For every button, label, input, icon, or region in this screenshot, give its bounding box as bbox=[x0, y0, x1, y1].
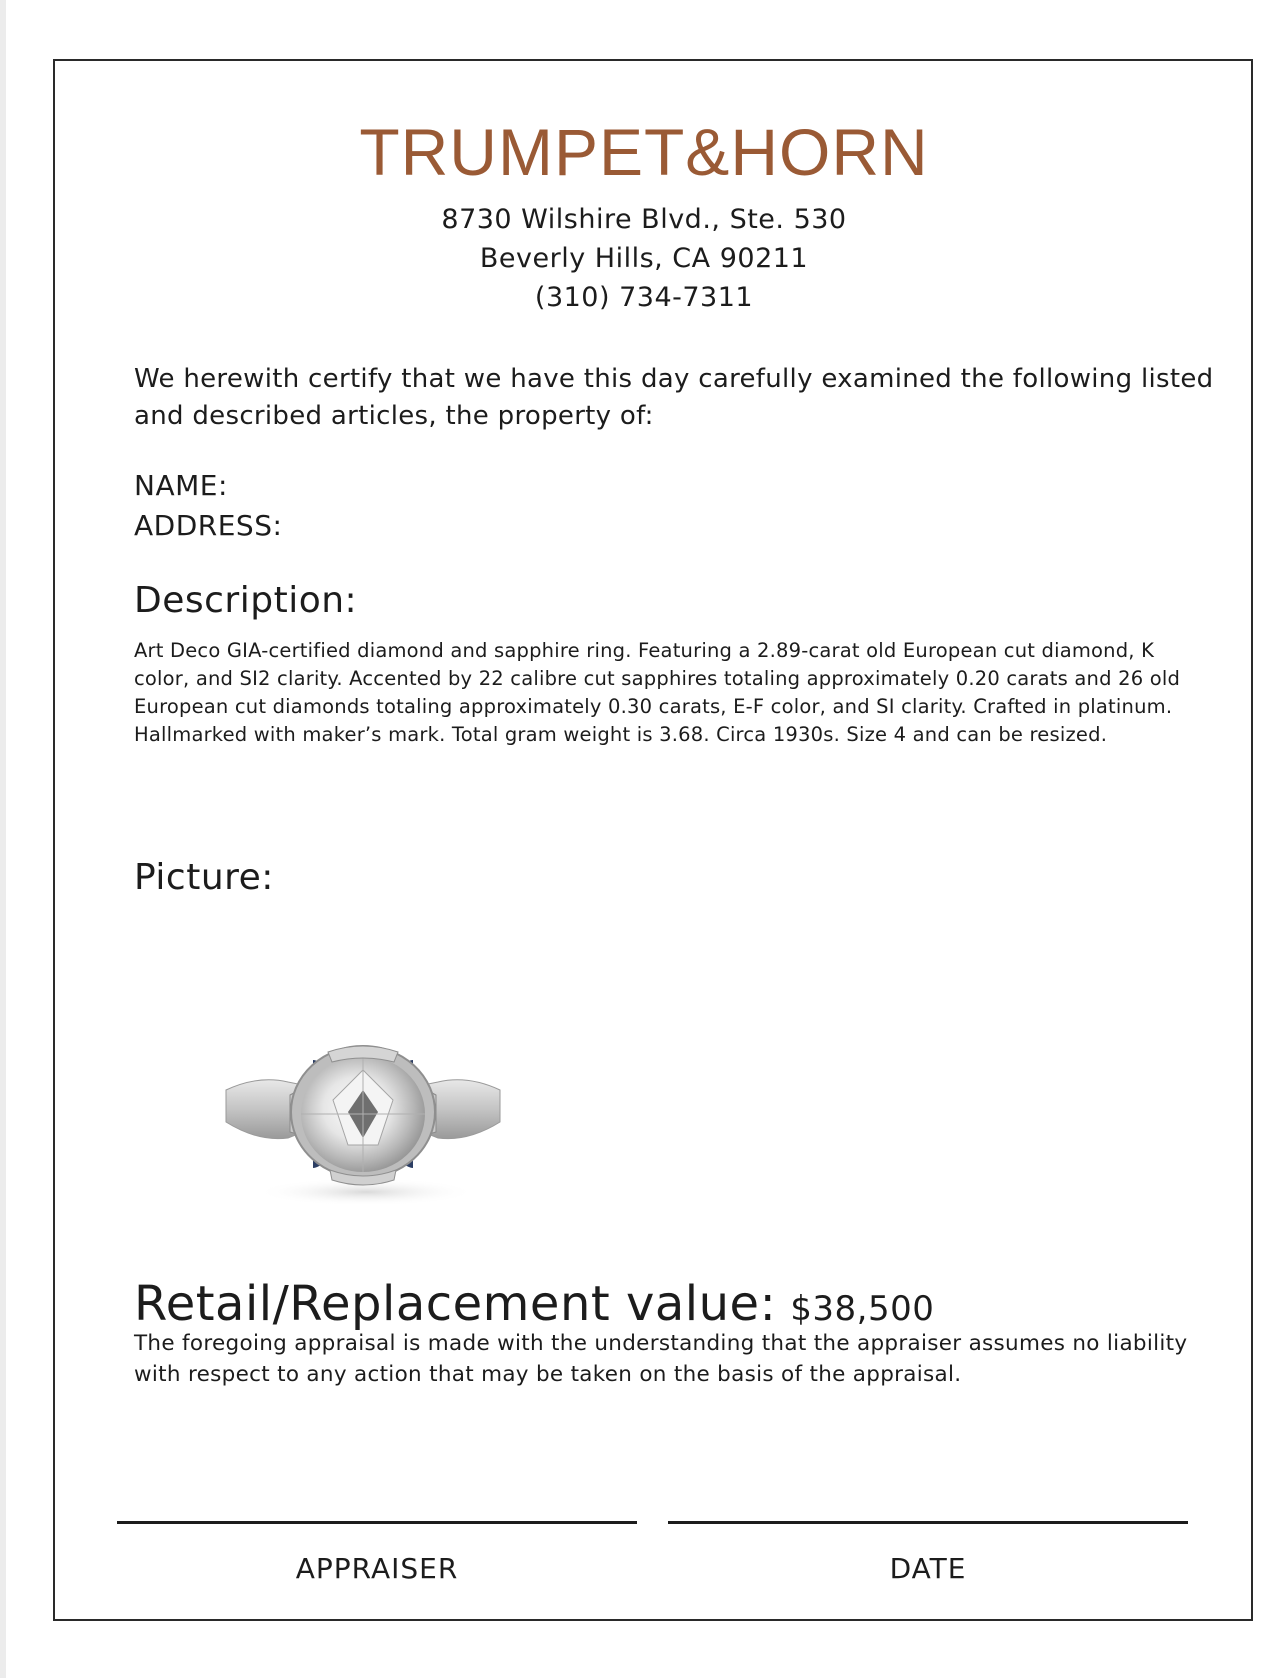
address-line-2: Beverly Hills, CA 90211 bbox=[479, 243, 809, 274]
date-label: DATE bbox=[889, 1552, 967, 1585]
appraiser-label: APPRAISER bbox=[295, 1552, 459, 1585]
brand-logo: TRUMPET&HORN bbox=[359, 115, 929, 189]
value-line bbox=[134, 1276, 934, 1332]
picture-heading: Picture: bbox=[134, 857, 274, 898]
address-label: ADDRESS: bbox=[134, 509, 283, 542]
date-signature-line bbox=[668, 1521, 1188, 1524]
description-heading: Description: bbox=[134, 580, 358, 621]
value-amount: $38,500 bbox=[790, 1289, 935, 1329]
certification-statement: We herewith certify that we have this day carefully examined the following listed and described articles, the property of: bbox=[134, 364, 1214, 431]
appraiser-signature-line bbox=[117, 1521, 637, 1524]
name-label: NAME: bbox=[134, 469, 228, 502]
ring-photo bbox=[218, 1020, 508, 1210]
address-line-1: 8730 Wilshire Blvd., Ste. 530 bbox=[441, 204, 847, 235]
phone-number: (310) 734-7311 bbox=[534, 282, 754, 313]
value-label: Retail/Replacement value: bbox=[134, 1276, 777, 1332]
disclaimer-text: The foregoing appraisal is made with the understanding that the appraiser assumes no liability with respect to any action that may be taken on the basis of the appraisal. bbox=[134, 1331, 1188, 1387]
description-text: Art Deco GIA-certified diamond and sapphire ring. Featuring a 2.89-carat old European cut diamond, K color, and SI2 clarity. Accented by 22 calibre cut sapphires totaling approximately 0.20 carats and 26 old European cut diamonds totaling approximately 0.30 carats, E-F color, and SI clarity. Crafted in platinum. Hallmarked with maker’s mark. Total gram weight is 3.68. Circa 1930s. Size 4 and can be resized. bbox=[134, 639, 1181, 746]
